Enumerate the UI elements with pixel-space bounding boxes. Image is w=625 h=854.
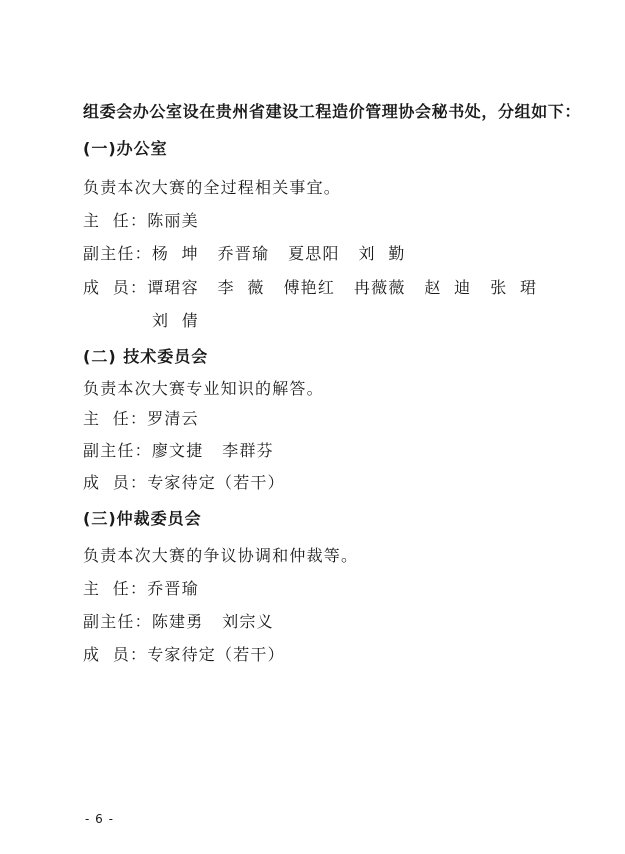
row-label: 副主任： [83, 441, 152, 460]
row-value: 罗清云 [147, 409, 199, 428]
row-value: 专家待定（若干） [147, 473, 285, 492]
row-label: 主 任： [83, 409, 148, 428]
row-value: 专家待定（若干） [147, 645, 285, 664]
arbitration-director-row [83, 576, 199, 599]
section-heading-technical: (二) 技术委员会 [83, 347, 209, 366]
page-number: - 6 - [85, 812, 114, 826]
row-label: 副主任： [83, 612, 152, 631]
technical-director-row [83, 406, 199, 429]
technical-deputy-row [83, 438, 274, 461]
row-label: 副主任： [83, 244, 152, 263]
row-label: 主 任： [83, 579, 148, 598]
office-deputy-row [83, 241, 406, 264]
office-members-continued [152, 308, 199, 331]
technical-members-row [83, 470, 285, 493]
row-value: 廖文捷 李群芬 [151, 441, 274, 460]
row-label: 成 员： [83, 473, 148, 492]
row-value: 谭珺容 李 薇 傅艳红 冉薇薇 赵 迪 张 珺 [147, 278, 538, 297]
intro-text: 组委会办公室设在贵州省建设工程造价管理协会秘书处，分组如下： [83, 102, 582, 121]
office-members-row [83, 275, 537, 298]
row-value: 陈丽美 [147, 211, 199, 230]
arbitration-members-row [83, 642, 285, 665]
row-value: 乔晋瑜 [147, 579, 199, 598]
row-value: 杨 坤 乔晋瑜 夏思阳 刘 勤 [151, 244, 406, 263]
section-duty-arbitration: 负责本次大赛的争议协调和仲裁等。 [83, 546, 359, 565]
section-duty-office: 负责本次大赛的全过程相关事宜。 [83, 178, 342, 197]
arbitration-deputy-row [83, 609, 274, 632]
section-heading-arbitration: (三)仲裁委员会 [83, 509, 202, 528]
row-label: 成 员： [83, 645, 148, 664]
row-value: 刘 倩 [152, 311, 199, 330]
office-director-row [83, 208, 199, 231]
row-value: 陈建勇 刘宗义 [151, 612, 274, 631]
section-heading-office: (一)办公室 [83, 139, 168, 158]
row-label: 主 任： [83, 211, 148, 230]
row-label: 成 员： [83, 278, 148, 297]
section-duty-technical: 负责本次大赛专业知识的解答。 [83, 379, 324, 398]
